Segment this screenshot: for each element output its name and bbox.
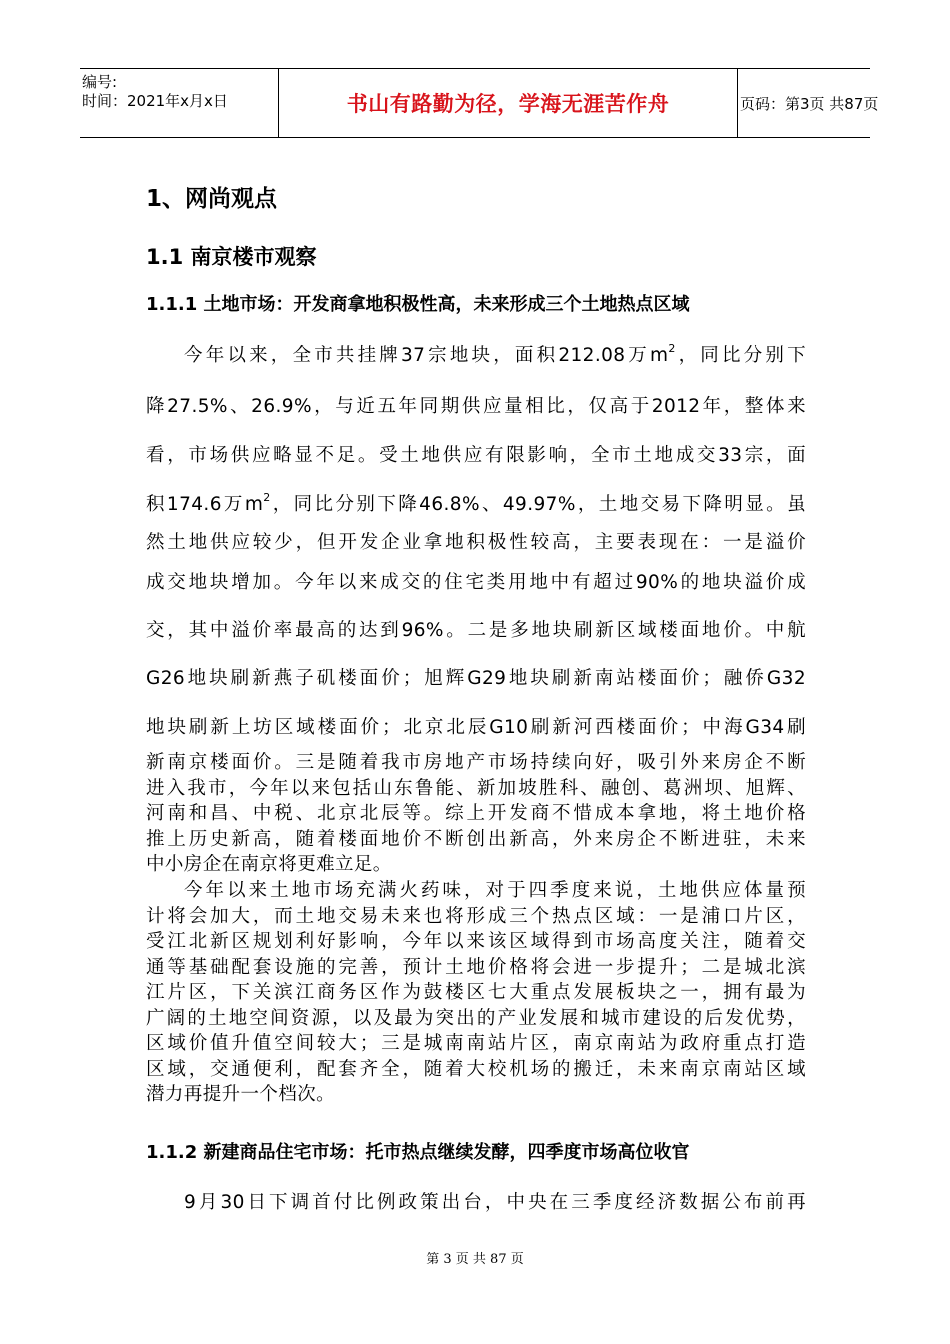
paragraph-line: 新南京楼面价。三是随着我市房地产市场持续向好，吸引外来房企不断 (146, 752, 806, 773)
paragraph-line: 交，其中溢价率最高的达到96%。二是多地块刷新区域楼面地价。中航 (146, 620, 806, 641)
paragraph-line: 广阔的土地空间资源，以及最为突出的产业发展和城市建设的后发优势， (146, 1008, 806, 1029)
paragraph-line: 中小房企在南京将更难立足。 (146, 854, 392, 875)
paragraph-line: 今年以来土地市场充满火药味，对于四季度来说，土地供应体量预 (184, 880, 806, 901)
paragraph-line: 区域，交通便利，配套齐全，随着大校机场的搬迁，未来南京南站区域 (146, 1059, 806, 1080)
paragraph-line: 地块刷新上坊区域楼面价；北京北辰G10刷新河西楼面价；中海G34刷 (146, 717, 806, 738)
doc-number-label: 编号: (82, 73, 118, 91)
paragraph-line: 降27.5%、26.9%，与近五年同期供应量相比，仅高于2012年，整体来 (146, 396, 806, 417)
paragraph-line: 河南和昌、中税、北京北辰等。综上开发商不惜成本拿地，将土地价格 (146, 803, 806, 824)
paragraph-line: 积174.6万$m^2$，同比分别下降46.8%、49.97%，土地交易下降明显。虽 (146, 491, 807, 515)
page-footer: 第 3 页 共 87 页 (426, 1252, 524, 1267)
doc-time-label: 时间：2021年x月x日 (82, 92, 228, 110)
paragraph-line: 受江北新区规划利好影响，今年以来该区域得到市场高度关注，随着交 (146, 931, 806, 952)
paragraph-line: 计将会加大，而土地交易未来也将形成三个热点区域：一是浦口片区， (146, 906, 806, 927)
section-heading: 1、网尚观点 (146, 186, 278, 212)
paragraph-line: 推上历史新高，随着楼面地价不断创出新高，外来房企不断进驻，未来 (146, 829, 806, 850)
paragraph-line: G26地块刷新燕子矶楼面价；旭辉G29地块刷新南站楼面价；融侨G32 (146, 668, 806, 689)
paragraph-line: 今年以来，全市共挂牌37宗地块，面积212.08万$m^2$，同比分别下 (184, 342, 806, 366)
paragraph-line: 区域价值升值空间较大；三是城南南站片区，南京南站为政府重点打造 (146, 1033, 806, 1054)
subsection-heading: 1.1 南京楼市观察 (146, 245, 317, 269)
subsubsection-heading: 1.1.2 新建商品住宅市场：托市热点继续发酵，四季度市场高位收官 (146, 1142, 690, 1163)
paragraph-line: 通等基础配套设施的完善，预计土地价格将会进一步提升；二是城北滨 (146, 957, 806, 978)
header-meta (80, 69, 278, 137)
header-divider (737, 69, 738, 137)
paragraph-line: 看，市场供应略显不足。受土地供应有限影响，全市土地成交33宗，面 (146, 445, 806, 466)
header-motto: 书山有路勤为径，学海无涯苦作舟 (346, 92, 670, 116)
paragraph-line: 9月30日下调首付比例政策出台，中央在三季度经济数据公布前再 (184, 1192, 806, 1213)
paragraph-line: 潜力再提升一个档次。 (146, 1084, 336, 1105)
header-page-info: 页码：第3页 共87页 (740, 94, 879, 113)
paragraph-line: 江片区，下关滨江商务区作为鼓楼区七大重点发展板块之一，拥有最为 (146, 982, 806, 1003)
paragraph-line: 然土地供应较少，但开发企业拿地积极性较高，主要表现在：一是溢价 (146, 532, 806, 553)
subsubsection-heading: 1.1.1 土地市场：开发商拿地积极性高，未来形成三个土地热点区域 (146, 294, 690, 315)
page-header (80, 68, 879, 138)
paragraph-line: 进入我市，今年以来包括山东鲁能、新加坡胜科、融创、葛洲坝、旭辉、 (146, 778, 806, 799)
paragraph-line: 成交地块增加。今年以来成交的住宅类用地中有超过90%的地块溢价成 (146, 572, 806, 593)
